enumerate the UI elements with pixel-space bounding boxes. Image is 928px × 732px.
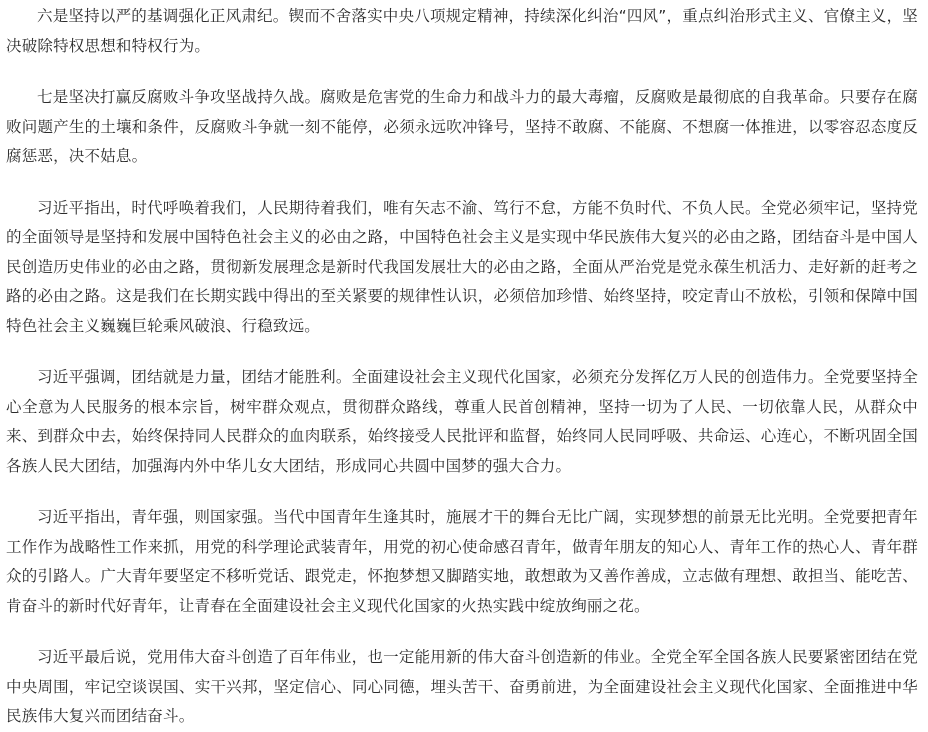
paragraph-youth: 习近平指出，青年强，则国家强。当代中国青年生逢其时，施展才干的舞台无比广阔，实现梦想的前景无比光明。全党要把青年工作作为战略性工作来抓，用党的科学理论武装青年，用党的初心使命感召青年，做青年朋友的知心人、青年工作的热心人、青年群众的引路人。广大青年要坚定不移听党话、跟党走，怀抱梦想又脚踏实地，敢想敢为又善作善成，立志做有理想、敢担当、能吃苦、肯奋斗的新时代好青年，让青春在全面建设社会主义现代化国家的火热实践中绽放绚丽之花。 — [6, 508, 918, 615]
paragraph-era-call: 习近平指出，时代呼唤着我们，人民期待着我们，唯有矢志不渝、笃行不怠，方能不负时代、不负人民。全党必须牢记，坚持党的全面领导是坚持和发展中国特色社会主义的必由之路，中国特色社会主义是实现中华民族伟大复兴的必由之路，团结奋斗是中国人民创造历史伟业的必由之路，贯彻新发展理念是新时代我国发展壮大的必由之路，全面从严治党是党永葆生机活力、走好新的赶考之路的必由之路。这是我们在长期实践中得出的至关紧要的规律性认识，必须倍加珍惜、始终坚持，咬定青山不放松，引领和保障中国特色社会主义巍巍巨轮乘风破浪、行稳致远。 — [6, 198, 918, 335]
paragraph-anti-corruption: 七是坚决打赢反腐败斗争攻坚战持久战。腐败是危害党的生命力和战斗力的最大毒瘤，反腐败是最彻底的自我革命。只要存在腐败问题产生的土壤和条件，反腐败斗争就一刻不能停，必须永远吹冲锋号，坚持不敢腐、不能腐、不想腐一体推进，以零容忍态度反腐惩恶，决不姑息。 — [6, 88, 918, 165]
paragraph-discipline: 六是坚持以严的基调强化正风肃纪。锲而不舍落实中央八项规定精神，持续深化纠治“四风”，重点纠治形式主义、官僚主义，坚决破除特权思想和特权行为。 — [6, 7, 918, 55]
paragraph-unity: 习近平强调，团结就是力量，团结才能胜利。全面建设社会主义现代化国家，必须充分发挥亿万人民的创造伟力。全党要坚持全心全意为人民服务的根本宗旨，树牢群众观点，贯彻群众路线，尊重人民首创精神，坚持一切为了人民、一切依靠人民，从群众中来、到群众中去，始终保持同人民群众的血肉联系，始终接受人民批评和监督，始终同人民同呼吸、共命运、心连心，不断巩固全国各族人民大团结，加强海内外中华儿女大团结，形成同心共圆中国梦的强大合力。 — [6, 368, 918, 475]
paragraph-conclusion: 习近平最后说，党用伟大奋斗创造了百年伟业，也一定能用新的伟大奋斗创造新的伟业。全党全军全国各族人民要紧密团结在党中央周围，牢记空谈误国、实干兴邦，坚定信心、同心同德，埋头苦干、奋勇前进，为全面建设社会主义现代化国家、全面推进中华民族伟大复兴而团结奋斗。 — [6, 648, 918, 725]
